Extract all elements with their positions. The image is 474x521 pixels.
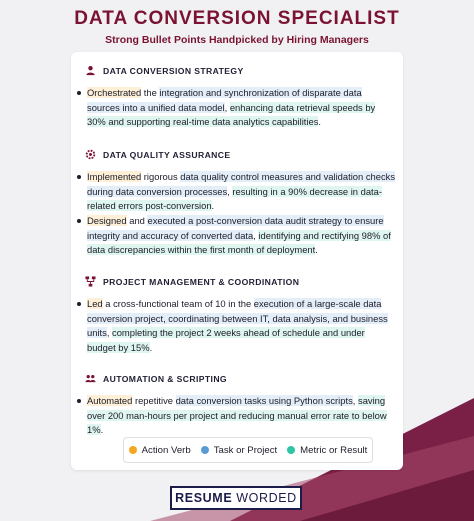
task-text: executed a post-conversion data audit strategy to ensure integrity and accuracy of converted data [87,215,384,241]
action-verb: Designed [87,215,127,226]
task-text: data quality control measures and validation checks during data conversion processes [87,171,396,197]
plain-text: . [318,116,321,128]
plain-text: . [100,424,104,436]
action-verb: Implemented [87,171,142,182]
header [0,0,474,46]
task-text: integration and synchronization of disparate data sources into a unified data model [87,87,362,113]
section-title: AUTOMATION & SCRIPTING [103,373,228,384]
metric-text: saving over 200 man-hours per project and reducing manual error rate to below 1% [87,395,387,436]
bullet-dot [77,175,81,179]
plain-text: rigorous [141,171,181,182]
bullet-dot [77,302,81,306]
section-title: DATA QUALITY ASSURANCE [103,149,231,160]
resume-worded-logo [170,486,302,510]
metric-text: completing the project 2 weeks ahead of schedule and under budget by 15% [87,327,365,353]
plain-text: , [253,229,259,241]
page-subtitle: Strong Bullet Points Handpicked by Hiring Managers [105,34,369,46]
page-title: DATA CONVERSION SPECIALIST [74,8,400,29]
metric-text: resulting in a 90% decrease in data-related errors post-conversion [87,185,382,212]
plain-text: . [149,341,153,353]
section-title: PROJECT MANAGEMENT & COORDINATION [103,276,300,287]
task-text: data conversion tasks using Python scripts [175,395,353,406]
bullet-item [77,86,395,130]
plain-text: the [141,87,160,98]
action-verb: Automated [87,395,133,406]
legend-label: Action Verb [141,444,191,456]
legend-dot [201,446,209,454]
gear-shield-icon [85,149,96,160]
bullet-item [77,214,395,258]
section-heading [85,65,244,76]
plain-text: and [126,215,148,226]
action-verb: Orchestrated [87,87,142,98]
section-heading [85,149,231,160]
plain-text: , [106,327,113,339]
legend-dot [287,446,295,454]
section-heading [85,373,227,384]
logo-word-2: WORDED [236,491,297,505]
legend-item-action [129,445,191,456]
action-verb: Led [87,298,103,309]
logo-word-1: RESUME [175,491,233,505]
legend [123,437,373,463]
bullet-dot [77,91,81,95]
person-icon [85,65,96,76]
section-title: DATA CONVERSION STRATEGY [103,65,244,76]
plain-text: repetitive [132,395,176,406]
task-text: execution of a large-scale data conversion project, coordinating between IT, data analysis, and business units [87,298,388,339]
legend-label: Task or Project [213,444,278,456]
plain-text: a cross-functional team of 10 in the [102,298,254,309]
content-card [71,52,403,470]
section-heading [85,276,299,287]
bullet-item [77,297,395,355]
legend-item-metric [287,445,367,456]
plain-text: . [211,200,215,212]
bullet-item [77,170,395,214]
legend-dot [129,446,137,454]
plain-text: . [315,244,318,256]
legend-item-task [201,445,277,456]
plain-text: , [352,395,358,406]
plain-text: , [224,101,230,113]
metric-text: enhancing data retrieval speeds by 30% and supporting real-time data analytics capabilities [87,101,376,128]
bullet-item [77,394,395,438]
legend-label: Metric or Result [300,444,368,456]
people-icon [85,373,96,384]
metric-text: identifying and rectifying 98% of data discrepancies within the first month of deployment [87,229,391,256]
plain-text: , [227,185,233,197]
bullet-dot [77,219,81,223]
hierarchy-icon [85,276,96,287]
bullet-dot [77,399,81,403]
